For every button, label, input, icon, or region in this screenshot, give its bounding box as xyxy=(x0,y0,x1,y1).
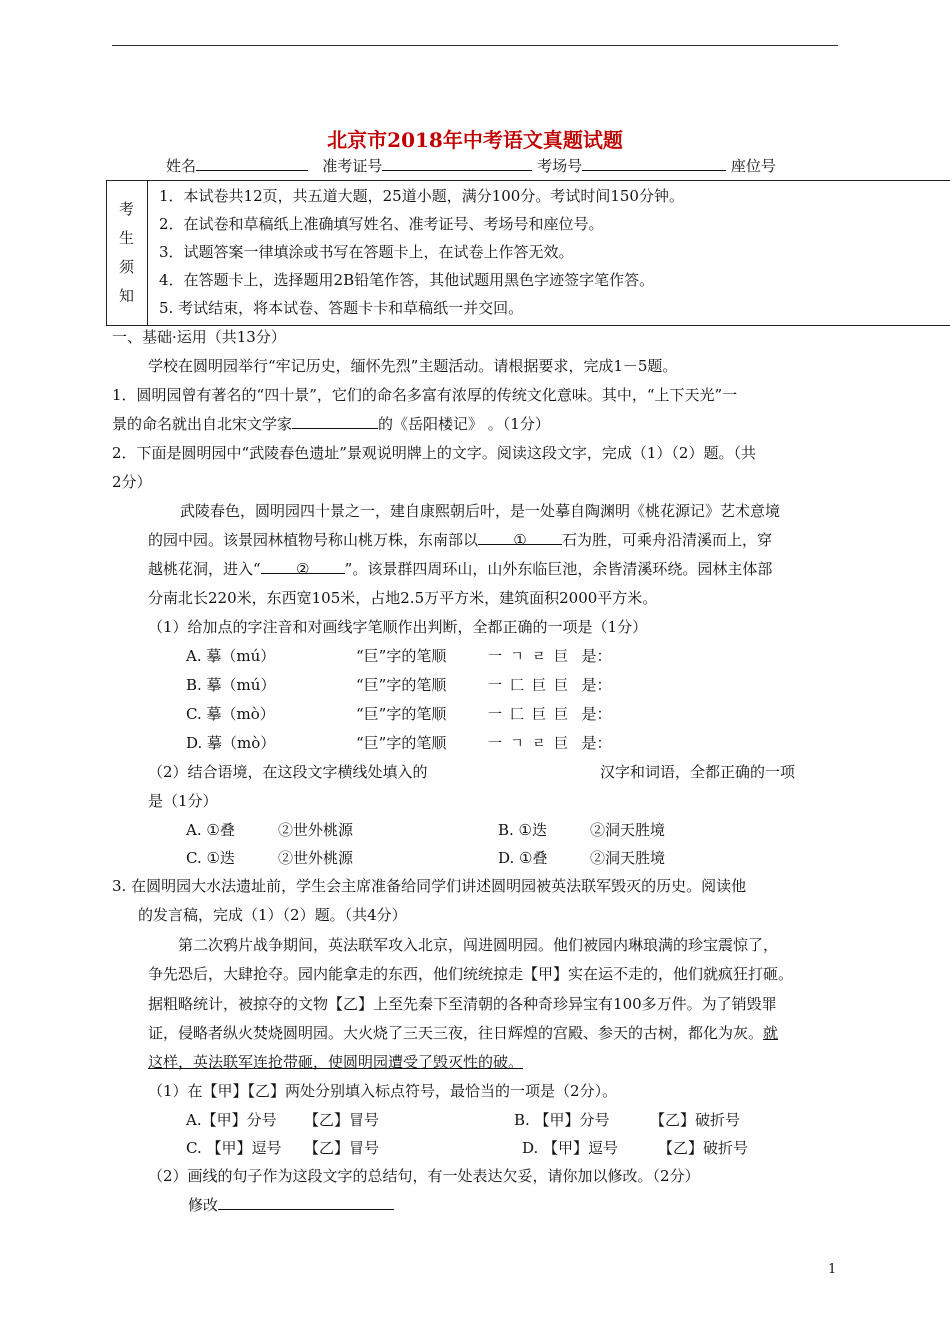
option-part: B. ①迭 xyxy=(498,821,548,839)
notice-char: 须 xyxy=(119,258,135,276)
option-mid: “巨”字的笔顺 xyxy=(356,705,447,723)
section-intro: 学校在圆明园举行“牢记历史，缅怀先烈”主题活动。请根据要求，完成1－5题。 xyxy=(148,357,678,375)
q2-passage-text: 的园中园。该景园林植物号称山桃万株，东南部以 xyxy=(148,531,479,549)
notice-item: 1．本试卷共12页，共五道大题，25道小题，满分100分。考试时间150分钟。 xyxy=(159,187,684,205)
notice-item: 4．在答题卡上，选择题用2B铅笔作答，其他试题用黑色字迹签字笔作答。 xyxy=(159,271,655,289)
q1-text-post: 的《岳阳楼记》 。（1分） xyxy=(378,415,550,433)
option-label: D. 摹（mò） xyxy=(186,734,276,752)
q2-sub2-prompt: 是（1分） xyxy=(148,792,218,810)
notice-item: 5. 考试结束，将本试卷、答题卡卡和草稿纸一并交回。 xyxy=(159,299,524,317)
notice-header-cell xyxy=(107,181,148,325)
page-number: 1 xyxy=(828,1262,837,1277)
stroke-glyph: 一 xyxy=(488,707,502,723)
stroke-glyph: 巨 xyxy=(554,678,568,694)
q3-passage-text: 争先恐后，大肆抢夺。园内能拿走的东西，他们统统掠走 xyxy=(148,965,524,983)
q3-sub2-prompt: （2）画线的句子作为这段文字的总结句，有一处表达欠妥，请你加以修改。（2分） xyxy=(148,1167,700,1185)
q2-sub1-option-c[interactable] xyxy=(186,704,612,725)
q3-answer-line xyxy=(188,1195,394,1215)
info-line xyxy=(166,156,776,176)
q2-passage-line: 分南北长220米，东西宽105米，占地2.5万平方米，建筑面积2000平方米。 xyxy=(148,589,658,607)
q2-sub2-prompt: 汉字和词语，全都正确的一项 xyxy=(600,763,796,781)
exam-id-blank[interactable] xyxy=(382,156,532,171)
stroke-glyph: ㄱ xyxy=(510,736,524,752)
option-part: 【乙】冒号 xyxy=(304,1139,380,1157)
q1-line2 xyxy=(112,414,550,434)
option-part: D. ①叠 xyxy=(498,849,548,867)
room-blank[interactable] xyxy=(582,156,726,171)
stroke-glyph: 一 xyxy=(488,678,502,694)
q2-blank-1[interactable]: ① xyxy=(478,530,562,545)
stroke-glyph: 匚 xyxy=(510,707,524,723)
q3-answer-blank[interactable] xyxy=(218,1195,394,1210)
stroke-glyph: 巨 xyxy=(532,707,546,723)
q3-sub1-option-a[interactable] xyxy=(186,1110,379,1130)
q2-sub2-option-b[interactable] xyxy=(498,820,665,840)
option-part: D. 【甲】逗号 xyxy=(522,1139,619,1157)
q3-passage-text: 上至先秦下至清朝的各种奇珍异宝有100多万件。为了销毁罪 xyxy=(373,995,777,1013)
q2-passage-line xyxy=(148,530,772,550)
option-part: 【乙】破折号 xyxy=(658,1139,749,1157)
option-part: ②世外桃源 xyxy=(278,821,354,839)
q2-sub1-prompt: （1）给加点的字注音和对画线字笔顺作出判断，全都正确的一项是（1分） xyxy=(148,618,648,636)
option-end: 是： xyxy=(581,647,612,665)
q2-passage-text: ”。该景群四周环山，山外东临巨池，余皆清溪环绕。园林主体部 xyxy=(344,560,773,578)
q2-line1: 2．下面是圆明园中“武陵春色遗址”景观说明牌上的文字。阅读这段文字，完成（1）（2）题。（共 xyxy=(112,444,756,462)
stroke-glyph: 匚 xyxy=(510,678,524,694)
option-part: A. ①叠 xyxy=(186,821,235,839)
q3-sub1-option-c[interactable] xyxy=(186,1138,379,1158)
stroke-glyph: ㄹ xyxy=(532,736,546,752)
q3-sub1-prompt: （1）在【甲】【乙】两处分别填入标点符号，最恰当的一项是（2分）。 xyxy=(148,1082,618,1100)
q3-sub1-option-d[interactable] xyxy=(522,1138,748,1158)
q2-sub2-option-d[interactable] xyxy=(498,848,665,868)
option-part: C. ①迭 xyxy=(186,849,235,867)
q3-passage-line xyxy=(148,1023,778,1043)
exam-notice-box xyxy=(106,180,950,326)
option-label: A. 摹（mú） xyxy=(186,647,276,665)
notice-char: 考 xyxy=(119,200,135,218)
underlined-sentence: 就 xyxy=(763,1024,779,1042)
option-end: 是： xyxy=(581,734,612,752)
option-part: ②洞天胜境 xyxy=(590,821,666,839)
option-part: ②世外桃源 xyxy=(278,849,354,867)
stroke-glyph: 巨 xyxy=(532,678,546,694)
notice-char: 生 xyxy=(119,229,135,247)
stroke-glyph: 巨 xyxy=(554,736,568,752)
q1-line1: 1．圆明园曾有著名的“四十景”，它们的命名多富有浓厚的传统文化意味。其中，“上下天光”一 xyxy=(112,386,738,404)
q1-answer-blank[interactable] xyxy=(292,414,378,429)
q3-passage-line: 第二次鸦片战争期间，英法联军攻入北京，闯进圆明园。他们被园内琳琅满的珍宝震惊了， xyxy=(178,936,779,954)
q2-passage-text: 石为胜，可乘舟沿清溪而上，穿 xyxy=(562,531,773,549)
info-exam-id-label: 准考证号 xyxy=(322,157,383,175)
q3-sub1-option-b[interactable] xyxy=(514,1110,740,1130)
q2-passage-line xyxy=(148,559,772,579)
option-mid: “巨”字的笔顺 xyxy=(356,647,447,665)
q3-passage-text: 据粗略统计，被掠夺的文物 xyxy=(148,995,329,1013)
mark-yi: 【乙】 xyxy=(328,995,374,1013)
option-part: B. 【甲】分号 xyxy=(514,1111,610,1129)
option-part: C. 【甲】逗号 xyxy=(186,1139,282,1157)
option-part: 【乙】破折号 xyxy=(650,1111,741,1129)
q2-sub1-option-b[interactable] xyxy=(186,675,612,696)
stroke-glyph: 巨 xyxy=(554,707,568,723)
notice-char: 知 xyxy=(119,287,135,305)
section-heading: 一、基础·运用（共13分） xyxy=(112,328,286,346)
option-mid: “巨”字的笔顺 xyxy=(356,734,447,752)
stroke-glyph: ㄹ xyxy=(532,649,546,665)
notice-item: 3．试题答案一律填涂或书写在答题卡上，在试卷上作答无效。 xyxy=(159,243,574,261)
q1-text-pre: 景的命名就出自北宋文学家 xyxy=(112,415,293,433)
info-seat-label: 座位号 xyxy=(730,157,776,175)
option-part: A.【甲】分号 xyxy=(186,1111,277,1129)
stroke-glyph: ㄱ xyxy=(510,649,524,665)
q2-sub2-option-a[interactable] xyxy=(186,820,353,840)
option-part: 【乙】冒号 xyxy=(304,1111,380,1129)
q2-sub1-option-d[interactable] xyxy=(186,733,612,754)
stroke-glyph: 巨 xyxy=(554,649,568,665)
notice-item: 2．在试卷和草稿纸上准确填写姓名、准考证号、考场号和座位号。 xyxy=(159,215,604,233)
q3-line1: 3. 在圆明园大水法遗址前，学生会主席准备给同学们讲述圆明园被英法联军毁灭的历史。阅读他 xyxy=(112,877,747,895)
q3-line2: 的发言稿，完成（1）（2）题。（共4分） xyxy=(138,906,407,924)
q2-sub1-option-a[interactable] xyxy=(186,646,612,667)
q3-passage-line xyxy=(148,994,777,1014)
page-title: 北京市2018年中考语文真题试题 xyxy=(327,128,623,152)
option-end: 是： xyxy=(581,705,612,723)
q2-sub2-prompt: （2）结合语境，在这段文字横线处填入的 xyxy=(148,763,428,781)
q3-passage-line xyxy=(148,964,793,984)
mark-jia: 【甲】 xyxy=(523,965,569,983)
name-blank[interactable] xyxy=(196,156,308,171)
q3-passage-text: 实在运不走的，他们就疯狂打砸。 xyxy=(568,965,794,983)
info-room-label: 考场号 xyxy=(537,157,583,175)
q2-line2: 2分） xyxy=(112,473,152,491)
answer-label: 修改 xyxy=(188,1196,219,1214)
option-label: C. 摹（mò） xyxy=(186,705,275,723)
q2-sub2-option-c[interactable] xyxy=(186,848,353,868)
stroke-glyph: 一 xyxy=(488,649,502,665)
option-end: 是： xyxy=(581,676,612,694)
header-rule xyxy=(112,45,838,46)
underlined-sentence: 这样，英法联军连抢带砸，使圆明园遭受了毁灭性的破。 xyxy=(148,1053,524,1071)
option-label: B. 摹（mú） xyxy=(186,676,276,694)
q2-blank-2[interactable]: ② xyxy=(261,559,345,574)
option-part: ②洞天胜境 xyxy=(590,849,666,867)
q2-passage-text: 越桃花洞，进入“ xyxy=(148,560,261,578)
q2-passage-line: 武陵春色，圆明园四十景之一，建自康熙朝后叶，是一处摹自陶渊明《桃花源记》艺术意境 xyxy=(180,502,781,520)
stroke-glyph: 一 xyxy=(488,736,502,752)
q3-passage-text: 证，侵略者纵火焚烧圆明园。大火烧了三天三夜，往日辉煌的宫殿、参天的古树，都化为灰。 xyxy=(148,1024,764,1042)
info-name-label: 姓名 xyxy=(166,157,197,175)
option-mid: “巨”字的笔顺 xyxy=(356,676,447,694)
